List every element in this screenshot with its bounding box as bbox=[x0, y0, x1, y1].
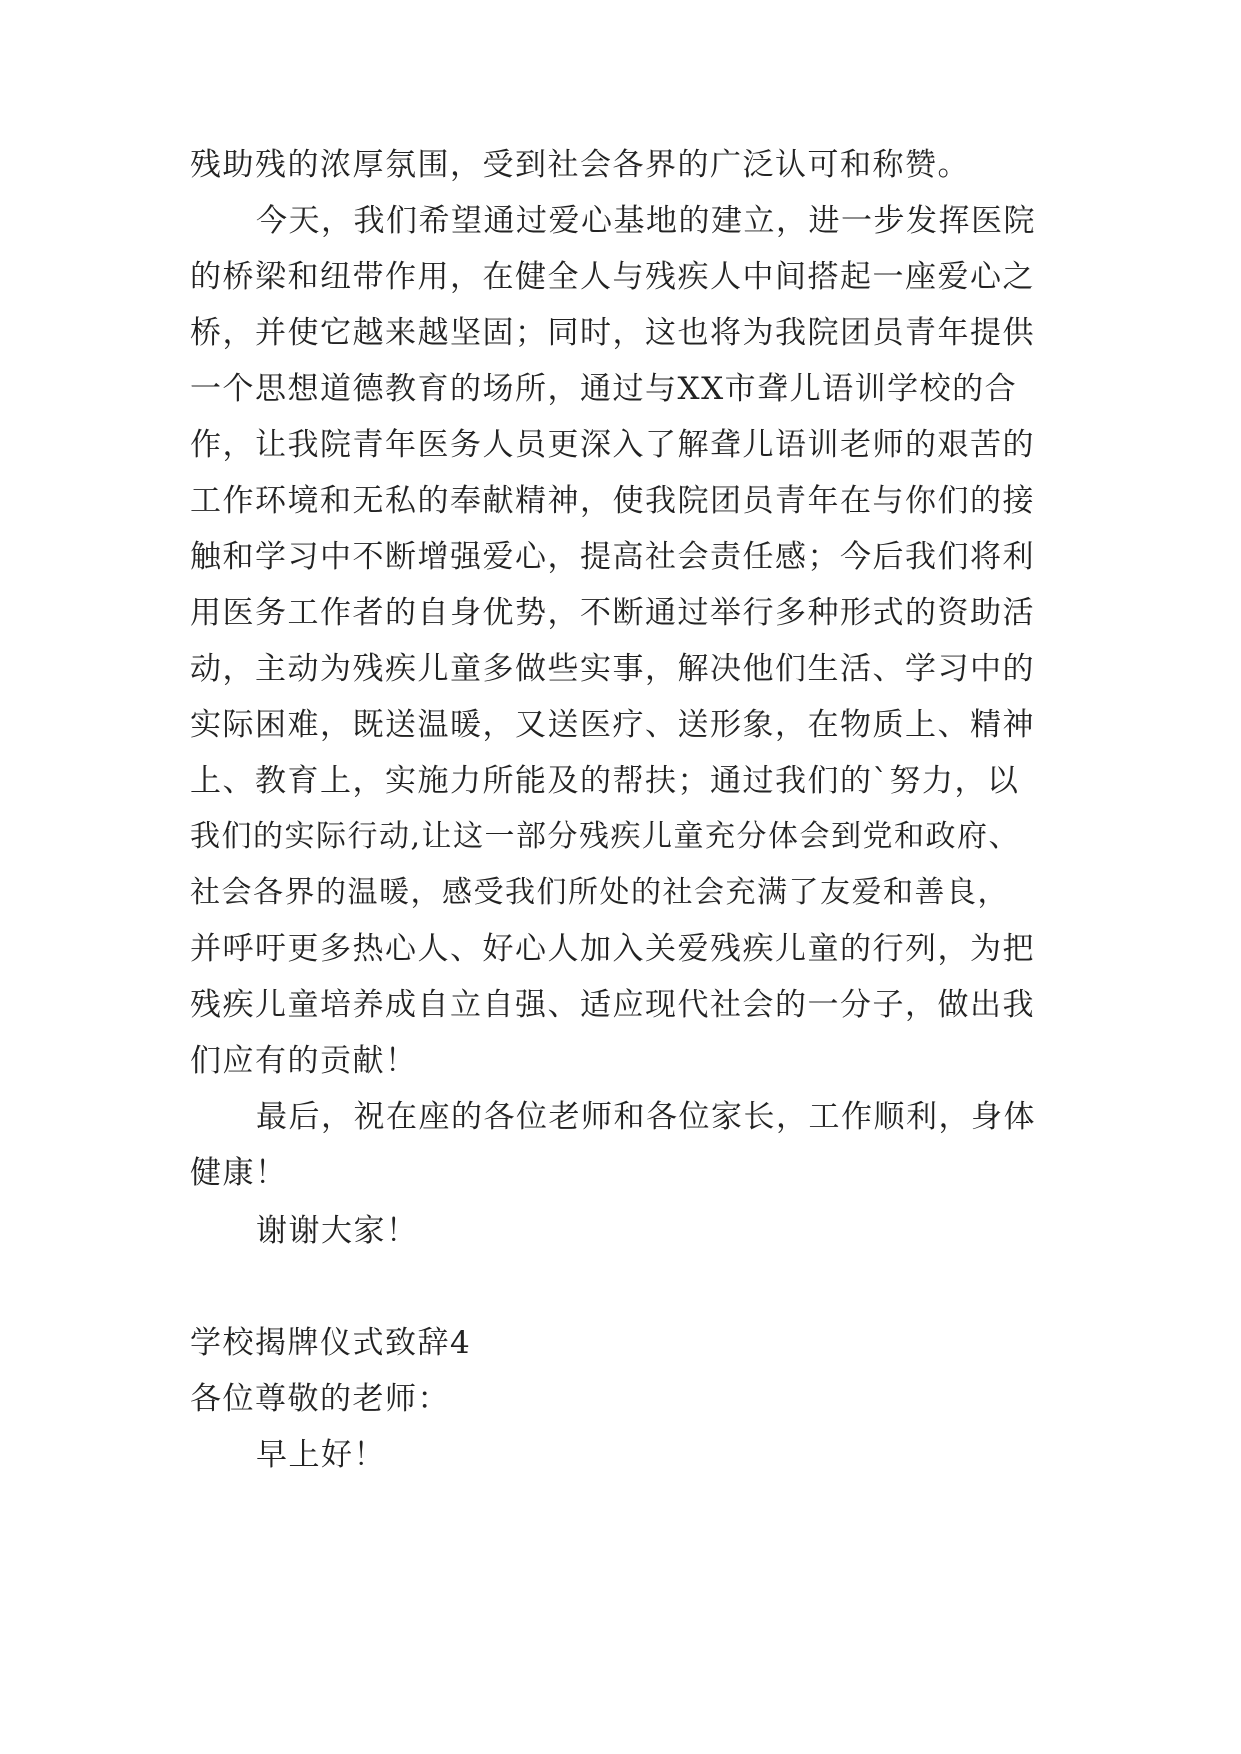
paragraph-line: 我们的实际行动,让这一部分残疾儿童充分体会到党和政府、 bbox=[190, 819, 1021, 854]
paragraph-line: 社会各界的温暖，感受我们所处的社会充满了友爱和善良， bbox=[190, 875, 1009, 910]
paragraph-line: 残疾儿童培养成自立自强、适应现代社会的一分子，做出我 bbox=[190, 987, 1035, 1023]
paragraph-line: 动，主动为残疾儿童多做些实事，解决他们生活、学习中的 bbox=[190, 651, 1035, 687]
thanks-line: 谢谢大家！ bbox=[256, 1213, 419, 1249]
paragraph-line: 残助残的浓厚氛围，受到社会各界的广泛认可和称赞。 bbox=[190, 147, 970, 183]
salutation-line: 各位尊敬的老师： bbox=[190, 1381, 450, 1417]
paragraph-line: 们应有的贡献！ bbox=[190, 1043, 418, 1079]
paragraph-line: 触和学习中不断增强爱心，提高社会责任感；今后我们将利 bbox=[190, 539, 1035, 575]
paragraph-line: 健康！ bbox=[190, 1155, 288, 1191]
paragraph-line: 工作环境和无私的奉献精神，使我院团员青年在与你们的接 bbox=[190, 483, 1035, 519]
paragraph-line: 用医务工作者的自身优势，不断通过举行多种形式的资助活 bbox=[190, 595, 1035, 631]
paragraph-line: 的桥梁和纽带作用，在健全人与残疾人中间搭起一座爱心之 bbox=[190, 259, 1035, 295]
paragraph-line: 并呼吁更多热心人、好心人加入关爱残疾儿童的行列，为把 bbox=[190, 931, 1035, 967]
paragraph-line: 上、教育上，实施力所能及的帮扶；通过我们的`努力，以 bbox=[190, 763, 1020, 799]
paragraph-line: 今天，我们希望通过爱心基地的建立，进一步发挥医院 bbox=[256, 203, 1036, 239]
paragraph-line: 最后，祝在座的各位老师和各位家长，工作顺利，身体 bbox=[256, 1099, 1036, 1135]
paragraph-line: 作，让我院青年医务人员更深入了解聋儿语训老师的艰苦的 bbox=[190, 427, 1035, 463]
section-title: 学校揭牌仪式致辞4 bbox=[190, 1325, 472, 1361]
paragraph-line: 一个思想道德教育的场所，通过与XX市聋儿语训学校的合 bbox=[190, 371, 1018, 407]
paragraph-line: 实际困难，既送温暖，又送医疗、送形象，在物质上、精神 bbox=[190, 707, 1035, 743]
paragraph-line: 桥，并使它越来越坚固；同时，这也将为我院团员青年提供 bbox=[190, 315, 1035, 351]
greeting-line: 早上好！ bbox=[256, 1437, 386, 1473]
